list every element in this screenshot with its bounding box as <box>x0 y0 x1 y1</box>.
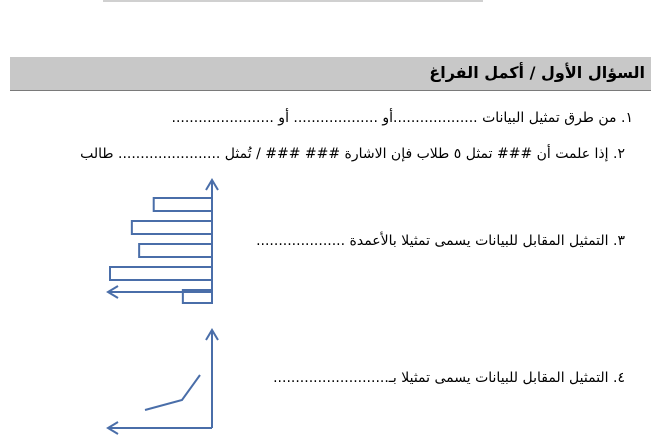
question-3: ٣. التمثيل المقابل للبيانات يسمى تمثيلا بالأعمدة .................... <box>256 233 625 249</box>
line-graph-icon <box>100 320 225 435</box>
bar-3 <box>139 244 212 257</box>
section-title: السؤال الأول / أكمل الفراغ <box>429 63 645 82</box>
horizontal-bar-graph-icon <box>100 172 225 302</box>
question-1: ١. من طرق تمثيل البيانات ...................أو ................... أو ....................... <box>171 110 633 126</box>
section-header <box>10 57 651 91</box>
question-4: ٤. التمثيل المقابل للبيانات يسمى تمثيلا بـ.......................... <box>273 370 625 386</box>
bar-1 <box>154 198 212 211</box>
top-divider <box>103 0 483 2</box>
bar-4 <box>110 267 212 280</box>
question-2: ٢. إذا علمت أن ### تمثل ٥ طلاب فإن الاشارة ### ### / تُمثل ....................... طالب <box>80 146 625 162</box>
bar-2 <box>132 221 212 234</box>
line-graph-trend <box>145 375 200 410</box>
